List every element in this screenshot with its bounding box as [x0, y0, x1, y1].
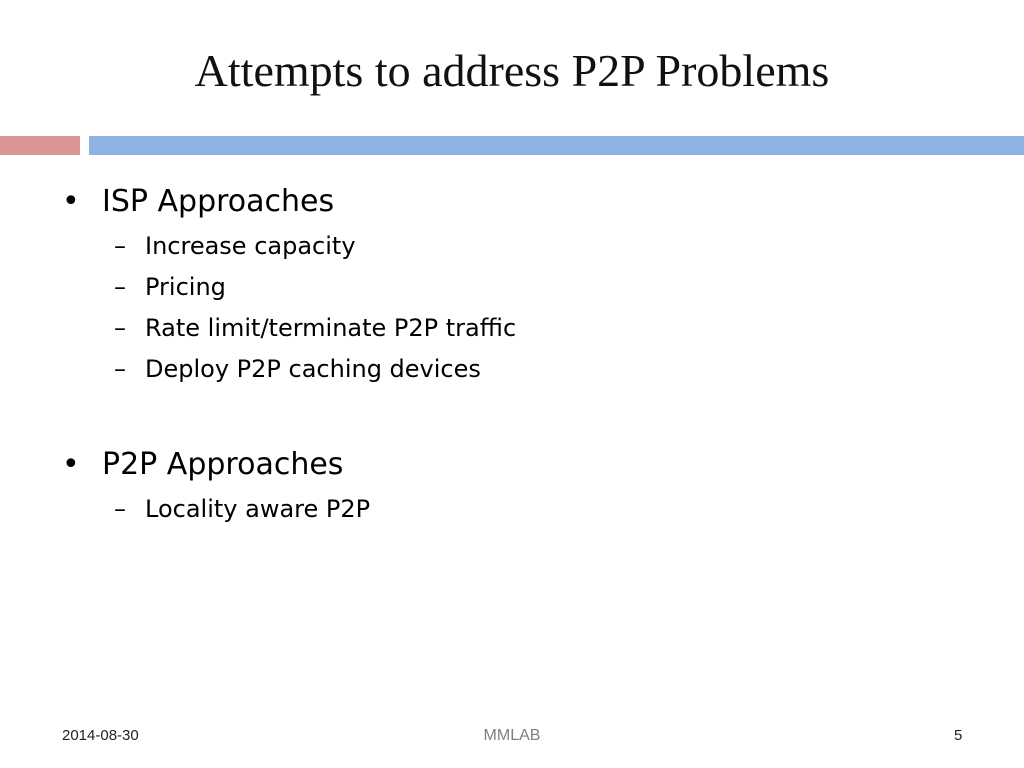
- subitem-text: Deploy P2P caching devices: [145, 355, 481, 383]
- footer-org: MMLAB: [483, 727, 541, 744]
- slide-title: Attempts to address P2P Problems: [194, 45, 830, 96]
- bullet-text: P2P Approaches: [102, 447, 344, 482]
- subitem-text: Rate limit/terminate P2P traffic: [145, 314, 517, 342]
- subitem-text: Pricing: [145, 273, 226, 301]
- footer-date: 2014-08-30: [62, 727, 139, 744]
- subitem-text: Increase capacity: [145, 232, 356, 260]
- bullet-marker: •: [62, 447, 80, 482]
- subitem-text: Locality aware P2P: [145, 495, 371, 523]
- subitem-marker: –: [114, 355, 126, 383]
- subitem-marker: –: [114, 232, 126, 260]
- bullet-text: ISP Approaches: [102, 184, 335, 219]
- subitem-marker: –: [114, 273, 126, 301]
- bullet-marker: •: [62, 184, 80, 219]
- footer-page-number: 5: [954, 727, 963, 744]
- subitem-marker: –: [114, 495, 126, 523]
- subitem-marker: –: [114, 314, 126, 342]
